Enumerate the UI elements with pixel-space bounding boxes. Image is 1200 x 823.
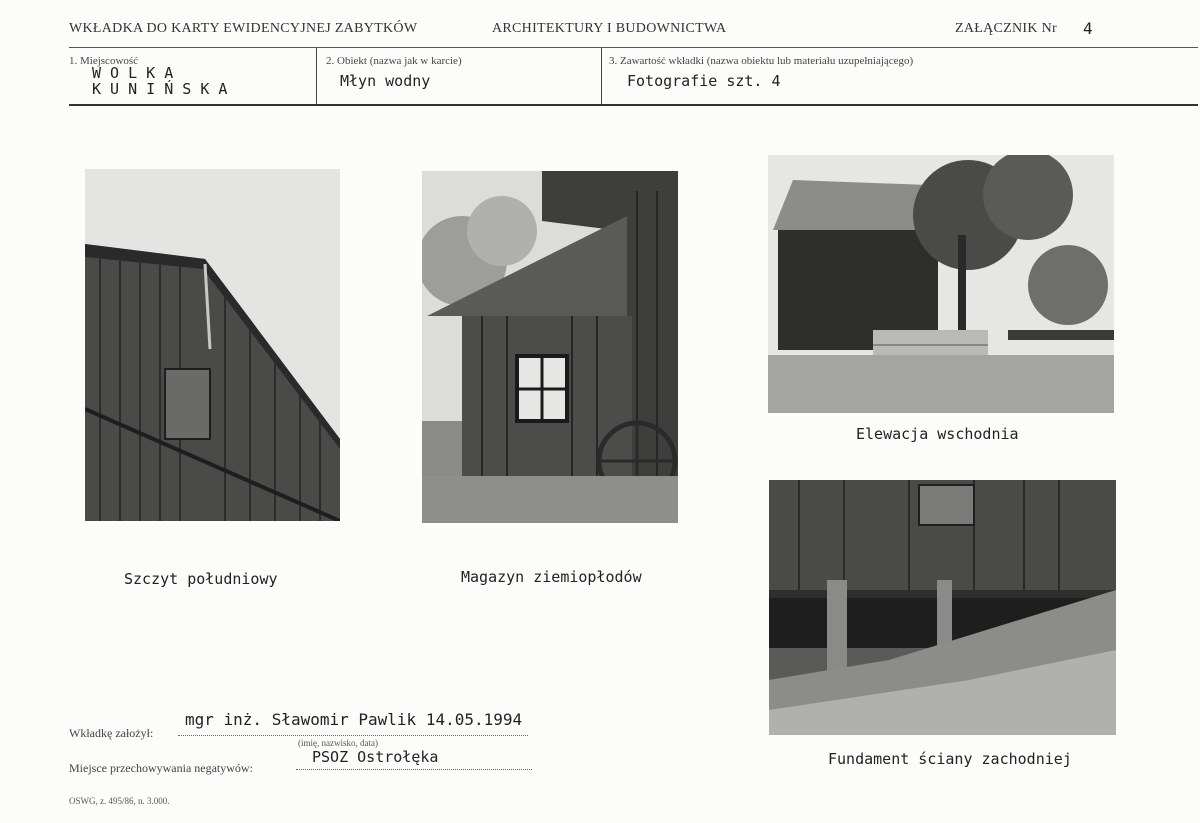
object-label: 2. Obiekt (nazwa jak w karcie) bbox=[326, 55, 462, 67]
attachment-number: 4 bbox=[1083, 19, 1093, 38]
header-rule-bottom bbox=[69, 104, 1198, 106]
object-value: Młyn wodny bbox=[340, 72, 431, 90]
negatives-storage-value: PSOZ Ostrołęka bbox=[312, 748, 439, 766]
photo-east-elevation bbox=[768, 155, 1114, 413]
field-divider-2 bbox=[601, 48, 602, 104]
photo-south-gable bbox=[85, 169, 340, 521]
contents-value: Fotografie szt. 4 bbox=[627, 72, 781, 90]
created-by-line bbox=[178, 735, 528, 736]
caption-storehouse: Magazyn ziemiopłodów bbox=[461, 568, 642, 586]
locality-line2: K U N I Ń S K A bbox=[92, 80, 228, 98]
locality-label: 1. Miejscowość bbox=[69, 55, 139, 67]
form-title: WKŁADKA DO KARTY EWIDENCYJNEJ ZABYTKÓW bbox=[69, 21, 418, 36]
photo-west-foundation bbox=[769, 480, 1116, 735]
locality-line1: W O L K A bbox=[92, 64, 174, 82]
photo-storehouse bbox=[422, 171, 678, 523]
negatives-storage-label: Miejsce przechowywania negatywów: bbox=[69, 761, 253, 775]
form-category: ARCHITEKTURY I BUDOWNICTWA bbox=[492, 21, 727, 36]
created-by-hint: (imię, nazwisko, data) bbox=[298, 738, 378, 748]
contents-label: 3. Zawartość wkładki (nazwa obiektu lub materiału uzupełniającego) bbox=[609, 55, 914, 67]
created-by-label: Wkładkę założył: bbox=[69, 726, 154, 740]
caption-south-gable: Szczyt południowy bbox=[124, 570, 278, 588]
header-rule-top bbox=[69, 47, 1198, 48]
print-code: OSWG, z. 495/86, n. 3.000. bbox=[69, 796, 170, 806]
attachment-label: ZAŁĄCZNIK Nr bbox=[955, 21, 1057, 36]
caption-west-foundation: Fundament ściany zachodniej bbox=[828, 750, 1072, 768]
negatives-storage-line bbox=[296, 769, 532, 770]
created-by-value: mgr inż. Sławomir Pawlik 14.05.1994 bbox=[185, 710, 523, 729]
caption-east-elevation: Elewacja wschodnia bbox=[856, 425, 1019, 443]
field-divider-1 bbox=[316, 48, 317, 104]
